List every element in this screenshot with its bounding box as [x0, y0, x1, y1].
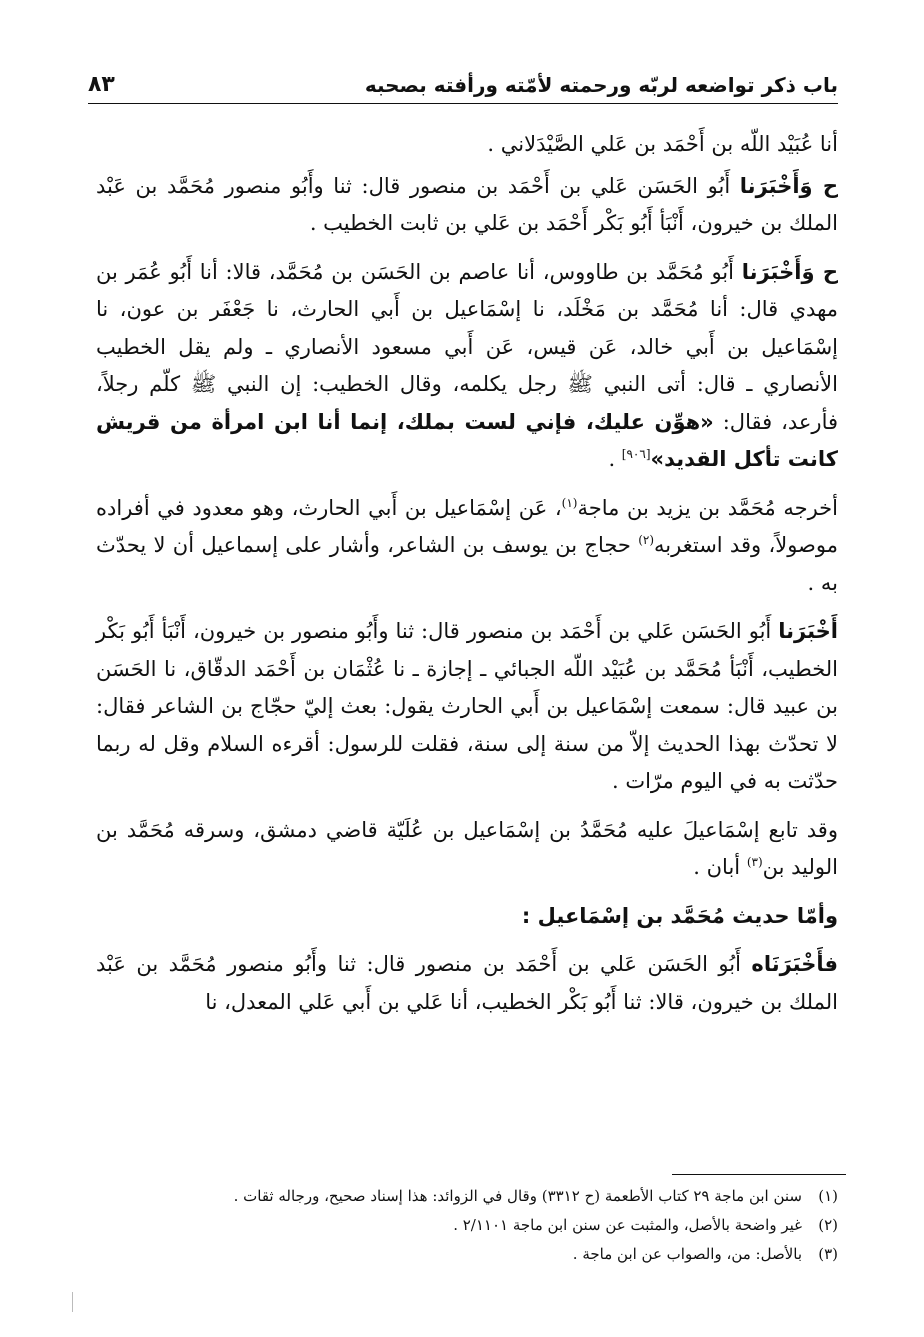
paragraph-6-text-b: أبان . — [693, 855, 747, 879]
paragraph-2-lead: ح وَأَخْبَرَنا — [739, 173, 838, 198]
paragraph-8 — [96, 946, 838, 1021]
paragraph-2-text: أَبُو الحَسَن عَلي بن أَحْمَد بن منصور قال: ثنا وأَبُو منصور مُحَمَّد بن عَبْد الملك بن خيرون، أَنْبَأ أَبُو بَكْر أَحْمَد بن عَلي بن ثابت الخطيب . — [96, 173, 838, 235]
footnote-ref-1[interactable]: (١) — [561, 495, 578, 510]
footnote-text: غير واضحة بالأصل، والمثبت عن سنن ابن ماجة ٢/١١٠١ . — [453, 1216, 802, 1234]
paragraph-1 — [96, 126, 838, 164]
footnote-divider — [672, 1174, 846, 1175]
footnote-ref-3[interactable]: (٣) — [746, 855, 763, 869]
page-header — [88, 62, 838, 104]
paragraph-5-text: أَبُو الحَسَن عَلي بن أَحْمَد بن منصور قال: ثنا وأَبُو منصور بن خيرون، أَنْبَأ أَبُو بَكْر الخطيب، أَنْبَأ مُحَمَّد بن عُبَيْد اللّه الجبائي ـ إجازة ـ نا عُثْمَان بن أَحْمَد الدقّاق، نا الحَسَن بن عبيد قال: سمعت إسْمَاعيل بن أَبي الحارث يقول: بعث إليّ حجّاج بن الشاعر فقال: لا تحدّث بهذا الحديث إلاّ من سنة إلى سنة، فقلت للرسول: أقرءه السلام وقل له ربما حدّثت به في اليوم مرّات . — [96, 619, 838, 793]
paragraph-6-text-a: وقد تابع إسْمَاعيلَ عليه مُحَمَّدُ بن إسْمَاعيل بن عُلَيّة قاضي دمشق، وسرقه مُحَمَّد بن الوليد بن — [96, 817, 838, 879]
paragraph-4-text-b: ، عَن إسْمَاعيل بن أَبي الحارث، وهو معدود في أفراده موصولاً، وقد استغربه — [96, 495, 838, 557]
paragraph-6 — [96, 812, 838, 887]
paragraph-2 — [96, 168, 838, 243]
paragraph-7 — [96, 898, 838, 936]
hadith-number: [٩٠٦] — [621, 447, 651, 461]
chapter-title: باب ذكر تواضعه لربّه ورحمته لأمّته ورأفته بصحبه — [364, 73, 838, 97]
footnote-number: (١) — [818, 1187, 838, 1205]
footnote — [100, 1182, 838, 1211]
paragraph-5 — [96, 613, 838, 801]
footnotes — [100, 1182, 838, 1269]
paragraph-8-lead: فأَخْبَرَنَاه — [751, 952, 838, 976]
footnote — [100, 1240, 838, 1269]
paragraph-3 — [96, 254, 838, 479]
paragraph-8-text: أَبُو الحَسَن عَلي بن أَحْمَد بن منصور قال: ثنا وأَبُو منصور مُحَمَّد بن عَبْد الملك بن خيرون، قالا: ثنا أَبُو بَكْر الخطيب، أنا عَلي بن أَبي عَلي المعدل، نا — [96, 952, 838, 1014]
paragraph-4-text-c: حجاج بن يوسف بن الشاعر، وأشار على إسماعيل أن لا يحدّث به . — [96, 533, 838, 595]
page-number: ٨٣ — [88, 72, 115, 97]
footnote-number: (٢) — [818, 1216, 838, 1234]
paragraph-3-lead: ح وَأَخْبَرَنا — [741, 259, 838, 284]
paragraph-3-end: . — [608, 447, 622, 471]
paragraph-5-lead: أَخْبَرَنا — [778, 619, 838, 643]
paragraph-4-text-a: أخرجه مُحَمَّد بن يزيد بن ماجة — [577, 495, 838, 520]
footnote-ref-2[interactable]: (٢) — [638, 533, 655, 547]
hadith-quote: «هوِّن عليك، فإني لست بملك، إنما أنا ابن امرأة من قريش كانت تأكل القديد» — [96, 409, 838, 471]
paragraph-1-text: أنا عُبَيْد اللّه بن أَحْمَد بن عَلي الصَّيْدَلاني . — [487, 132, 838, 156]
footnote-number: (٣) — [818, 1245, 838, 1263]
scan-margin-mark — [72, 1292, 73, 1312]
main-text — [96, 126, 838, 1032]
footnote-text: بالأصل: من، والصواب عن ابن ماجة . — [572, 1245, 802, 1263]
paragraph-3-text: أَبُو مُحَمَّد بن طاووس، أنا عاصم بن الحَسَن بن مُحَمَّد، قالا: أنا أَبُو عُمَر بن مهدي قال: أنا مُحَمَّد بن مَخْلَد، نا إسْمَاعيل بن أَبي الحارث، نا جَعْفَر بن عون، نا إسْمَاعيل بن أَبي خالد، عَن قيس، عَن أَبي مسعود الأنصاري ـ ولم يقل الخطيب الأنصاري ـ قال: أتى النبي ﷺ رجل يكلمه، وقال الخطيب: إن النبي ﷺ كلّم رجلاً، فأرعد، فقال: — [96, 259, 839, 434]
footnote — [100, 1211, 838, 1240]
section-heading: وأمّا حديث مُحَمَّد بن إسْمَاعيل : — [521, 903, 838, 928]
footnote-text: سنن ابن ماجة ٢٩ كتاب الأطعمة (ح ٣٣١٢) وقال في الزوائد: هذا إسناد صحيح، ورجاله ثقات . — [233, 1187, 802, 1205]
paragraph-4 — [96, 490, 838, 603]
